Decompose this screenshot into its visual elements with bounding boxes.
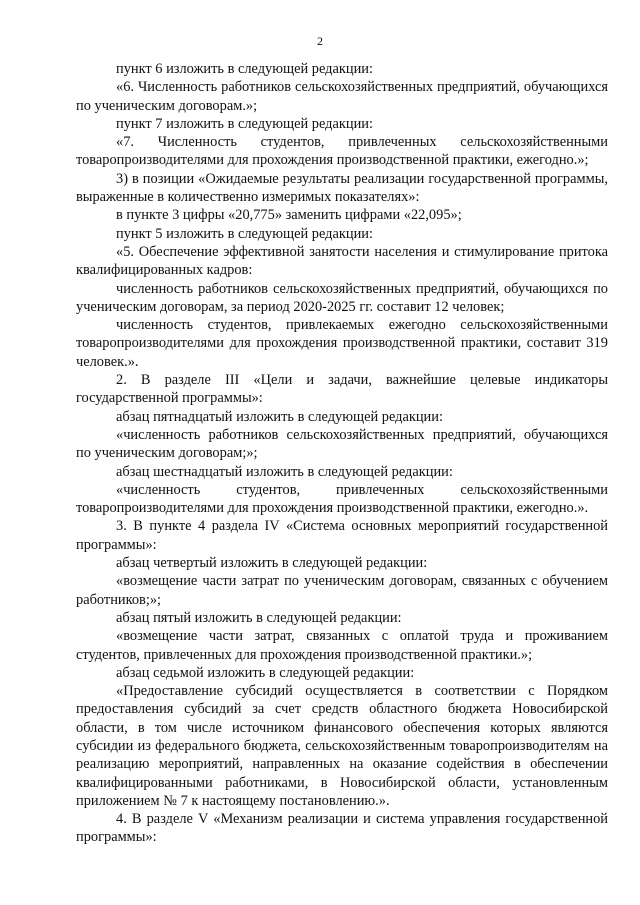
- paragraph: «5. Обеспечение эффективной занятости населения и стимулирование притока квалифицированных кадров:: [76, 243, 608, 279]
- paragraph: 2. В разделе III «Цели и задачи, важнейшие целевые индикаторы государственной программы»:: [76, 372, 608, 407]
- paragraph: численность студентов, привлекаемых ежегодно сельскохозяйственными товаропроизводителями для прохождения производственной практики, составит 319 человек.».: [76, 317, 608, 370]
- document-body: [76, 60, 608, 847]
- paragraph: «Предоставление субсидий осуществляется в соответствии с Порядком предоставления субсидий за счет средств областного бюджета Новосибирской области, в том числе источником финансового обеспечения которых являются субсидии из федерального бюджета, сельскохозяйственным товаропроизводителям на реализацию мероприятий, направленных на оказание содействия в обеспечении квалифицированными работниками, в Новосибирской области, установленным приложением № 7 к настоящему постановлению.».: [76, 683, 608, 809]
- paragraph: пункт 5 изложить в следующей редакции:: [116, 225, 373, 242]
- paragraph: 3) в позиции «Ожидаемые результаты реализации государственной программы, выраженные в количественно измеримых показателях»:: [76, 170, 608, 206]
- paragraph: «7. Численность студентов, привлеченных сельскохозяйственными товаропроизводителями для прохождения производственной практики, ежегодно.»;: [76, 134, 608, 169]
- paragraph: «возмещение части затрат по ученическим договорам, связанных с обучением работников;»;: [76, 573, 608, 608]
- paragraph: 3. В пункте 4 раздела IV «Система основных мероприятий государственной программы»:: [76, 518, 608, 553]
- paragraph: в пункте 3 цифры «20,775» заменить цифрами «22,095»;: [116, 207, 462, 224]
- paragraph: «численность работников сельскохозяйственных предприятий, обучающихся по ученическим договорам;»;: [76, 426, 608, 462]
- paragraph: абзац шестнадцатый изложить в следующей редакции:: [116, 463, 453, 480]
- paragraph: «численность студентов, привлеченных сельскохозяйственными товаропроизводителями для прохождения производственной практики, ежегодно.».: [76, 481, 608, 517]
- paragraph: абзац пятнадцатый изложить в следующей редакции:: [116, 408, 443, 425]
- paragraph: «возмещение части затрат, связанных с оплатой труда и проживанием студентов, привлеченных для прохождения производственной практики.»;: [76, 628, 608, 663]
- paragraph: абзац четвертый изложить в следующей редакции:: [116, 555, 428, 572]
- paragraph: пункт 7 изложить в следующей редакции:: [116, 115, 373, 132]
- paragraph: численность работников сельскохозяйственных предприятий, обучающихся по ученическим договорам, за период 2020-2025 гг. составит 12 человек;: [76, 280, 608, 315]
- paragraph: пункт 6 изложить в следующей редакции:: [116, 61, 373, 77]
- paragraph: абзац седьмой изложить в следующей редакции:: [116, 664, 415, 681]
- paragraph: «6. Численность работников сельскохозяйственных предприятий, обучающихся по ученическим договорам.»;: [76, 79, 608, 114]
- paragraph: 4. В разделе V «Механизм реализации и система управления государственной программы»:: [76, 811, 608, 846]
- page-number: 2: [317, 34, 323, 48]
- paragraph: абзац пятый изложить в следующей редакции:: [116, 609, 402, 626]
